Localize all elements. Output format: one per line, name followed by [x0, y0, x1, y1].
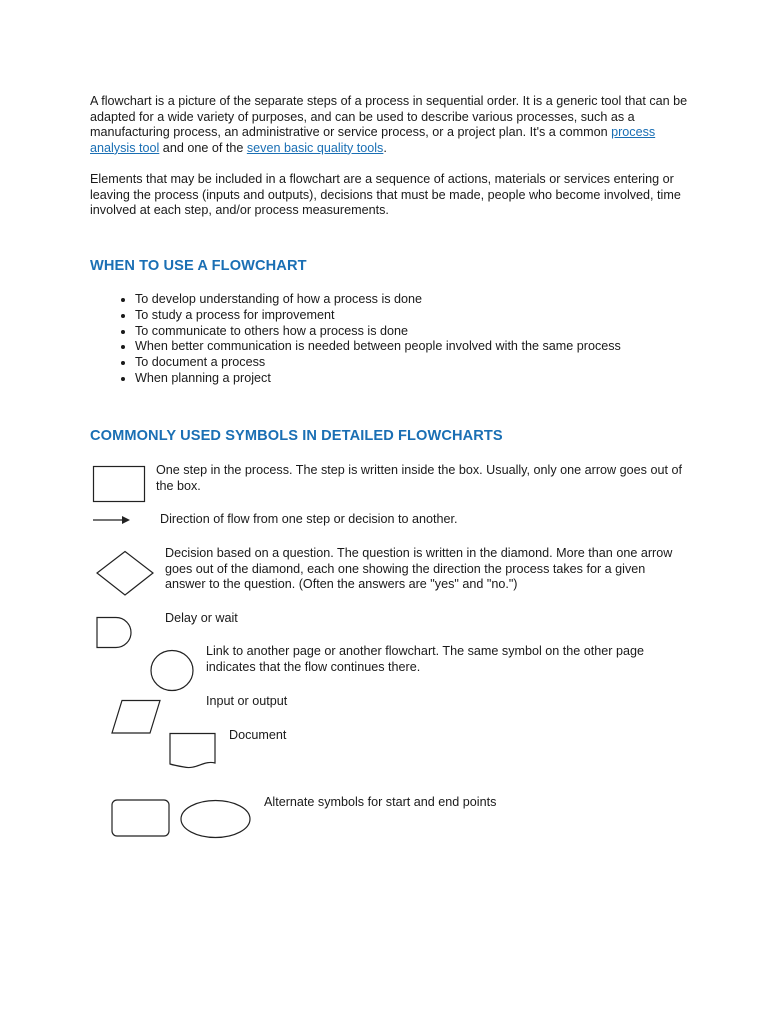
process-analysis-tool-link[interactable]: process analysis tool [90, 125, 656, 155]
symbol-description: Decision based on a question. The question is written in the diamond. More than one arrow goes out of the diamond, each one showing the direction the process takes for a given answer to the question. (Often the answers are "yes" and "no.") [165, 546, 673, 592]
list-item: • When planning a project [135, 371, 621, 387]
symbol-description: Direction of flow from one step or decision to another. [160, 512, 458, 526]
intro-text-end: . [383, 140, 387, 155]
symbol-description: One step in the process. The step is written inside the box. Usually, only one arrow goes out of the box. [156, 463, 682, 493]
list-item: • To document a process [135, 355, 621, 371]
intro-text-mid: and one of the [159, 140, 247, 155]
delay-icon [95, 616, 135, 650]
decision-diamond-icon [95, 550, 157, 598]
list-item: • To communicate to others how a process is done [135, 324, 621, 340]
intro-paragraph-2: Elements that may be included in a flowchart are a sequence of actions, materials or services entering or leaving the process (inputs and outputs), decisions that must be made, people who become involved, time involved at each step, and/or process measurements. [90, 172, 681, 218]
flow-arrow-icon [92, 513, 134, 527]
list-item: • To develop understanding of how a process is done [135, 292, 621, 308]
symbols-heading: COMMONLY USED SYMBOLS IN DETAILED FLOWCHARTS [90, 428, 503, 444]
when-to-use-heading: WHEN TO USE A FLOWCHART [90, 258, 307, 274]
intro-paragraph-1 [90, 94, 690, 156]
symbol-description: Alternate symbols for start and end points [264, 795, 497, 809]
symbol-description: Input or output [206, 694, 288, 708]
when-to-use-list [90, 292, 621, 387]
symbol-description: Delay or wait [165, 611, 238, 625]
document-icon [168, 732, 218, 772]
symbol-description: Document [229, 728, 287, 742]
terminator-icon [110, 798, 254, 842]
connector-circle-icon [149, 649, 195, 693]
symbol-description: Link to another page or another flowchart. The same symbol on the other page indicates that the flow continues there. [206, 644, 645, 674]
list-item: • When better communication is needed between people involved with the same process [135, 339, 621, 355]
seven-basic-quality-tools-link[interactable]: seven basic quality tools [246, 140, 384, 155]
intro-text: A flowchart is a picture of the separate steps of a process in sequential order. It is a generic tool that can be adapted for a wide variety of purposes, and can be used to describe various processes, such as a manufacturing process, an administrative or service process, or a project plan. It's a common [90, 94, 688, 140]
list-item: • To study a process for improvement [135, 308, 621, 324]
input-output-parallelogram-icon [110, 699, 164, 737]
process-rectangle-icon [92, 465, 148, 505]
